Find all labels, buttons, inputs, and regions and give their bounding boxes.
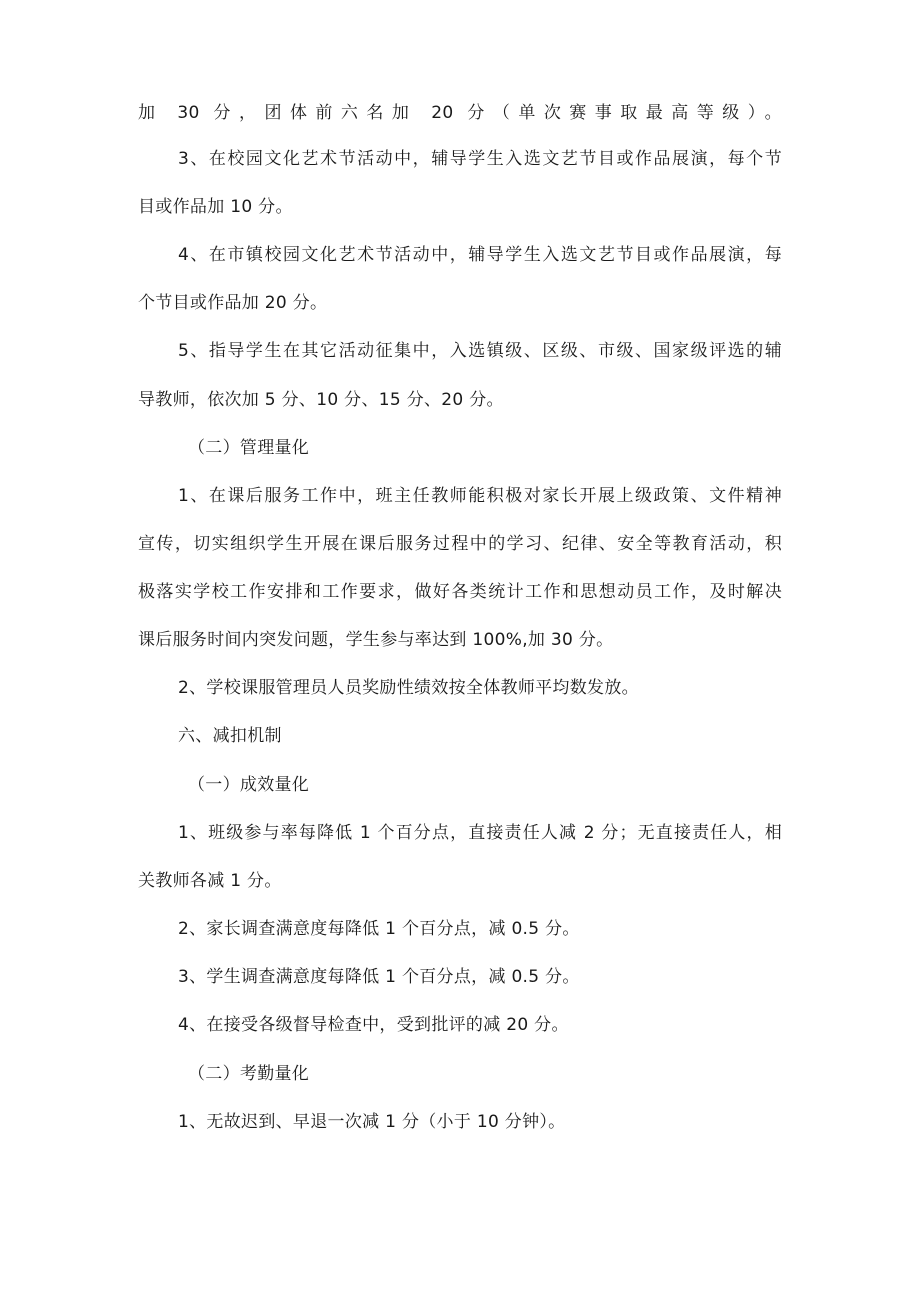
paragraph-item-5-line-1: 5、指导学生在其它活动征集中，入选镇级、区级、市级、国家级评选的辅 (178, 341, 782, 361)
paragraph-effectiveness-4: 4、在接受各级督导检查中，受到批评的减 20 分。 (178, 1015, 569, 1035)
paragraph-item-5-line-2: 导教师，依次加 5 分、10 分、15 分、20 分。 (138, 390, 504, 410)
paragraph-management-1-line-2: 宣传，切实组织学生开展在课后服务过程中的学习、纪律、安全等教育活动，积 (138, 534, 782, 554)
paragraph-continuation-line-1: 加 30 分，团体前六名加 20 分（单次赛事取最高等级）。 (138, 103, 782, 123)
paragraph-effectiveness-2: 2、家长调查满意度每降低 1 个百分点，减 0.5 分。 (178, 919, 580, 939)
section-heading-attendance: （二）考勤量化 (188, 1064, 310, 1084)
paragraph-item-4-line-2: 个节目或作品加 20 分。 (138, 293, 328, 313)
section-heading-management: （二）管理量化 (188, 438, 310, 458)
paragraph-attendance-1: 1、无故迟到、早退一次减 1 分（小于 10 分钟）。 (178, 1112, 566, 1132)
paragraph-management-1-line-4: 课后服务时间内突发问题，学生参与率达到 100%,加 30 分。 (138, 630, 614, 650)
paragraph-item-3-line-2: 目或作品加 10 分。 (138, 197, 293, 217)
paragraph-effectiveness-1-line-1: 1、班级参与率每降低 1 个百分点，直接责任人减 2 分；无直接责任人，相 (178, 823, 782, 843)
paragraph-management-1-line-1: 1、在课后服务工作中，班主任教师能积极对家长开展上级政策、文件精神 (178, 486, 782, 506)
paragraph-effectiveness-1-line-2: 关教师各减 1 分。 (138, 871, 282, 891)
section-heading-effectiveness: （一）成效量化 (188, 775, 310, 795)
paragraph-effectiveness-3: 3、学生调查满意度每降低 1 个百分点，减 0.5 分。 (178, 967, 580, 987)
paragraph-management-1-line-3: 极落实学校工作安排和工作要求，做好各类统计工作和思想动员工作，及时解决 (138, 582, 782, 602)
paragraph-item-4-line-1: 4、在市镇校园文化艺术节活动中，辅导学生入选文艺节目或作品展演，每 (178, 245, 782, 265)
paragraph-management-2: 2、学校课服管理员人员奖励性绩效按全体教师平均数发放。 (178, 678, 639, 698)
section-heading-deduction: 六、减扣机制 (178, 726, 282, 746)
paragraph-item-3-line-1: 3、在校园文化艺术节活动中，辅导学生入选文艺节目或作品展演，每个节 (178, 149, 782, 169)
